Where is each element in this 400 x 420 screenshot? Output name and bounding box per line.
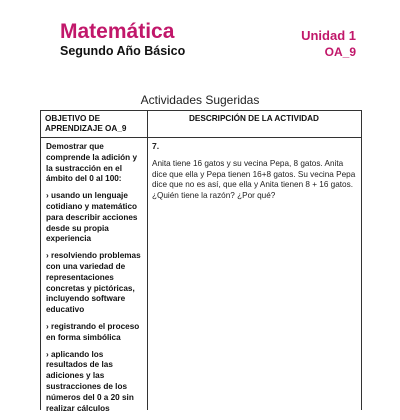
column-divider bbox=[147, 111, 148, 410]
section-title: Actividades Sugeridas bbox=[140, 93, 260, 107]
activities-table bbox=[40, 110, 362, 413]
unit-label: Unidad 1 bbox=[301, 28, 356, 43]
objective-paragraph: Demostrar que comprende la adición y la sustracción en el ámbito del 0 al 100: bbox=[46, 142, 137, 184]
objective-column-header: OBJETIVO DE APRENDIZAJE OA_9 bbox=[45, 114, 127, 133]
subject-title: Matemática bbox=[60, 20, 175, 43]
activity-text: Anita tiene 16 gatos y su vecina Pepa, 8 gatos. Anita dice que ella y Pepa tienen 16+8 gatos. Su vecina Pepa dice que no es así, que ella y Anita tienen 8 + 16 gatos. ¿Quién tiene la razón? ¿Por qué? bbox=[152, 159, 356, 200]
activity-number: 7. bbox=[152, 141, 160, 151]
objective-paragraph: › aplicando los resultados de las adiciones y las sustracciones de los números del 0 a 20 sin realizar cálculos bbox=[46, 349, 134, 413]
objective-cell bbox=[46, 142, 144, 420]
oa-code: OA_9 bbox=[324, 45, 356, 59]
activity-column-header: DESCRIPCIÓN DE LA ACTIVIDAD bbox=[189, 114, 319, 123]
objective-paragraph: › registrando el proceso en forma simbólica bbox=[46, 321, 140, 342]
header-divider bbox=[41, 137, 361, 138]
grade-level: Segundo Año Básico bbox=[60, 44, 186, 58]
activity-cell bbox=[152, 141, 358, 201]
objective-paragraph: › resolviendo problemas con una variedad de representaciones concretas y pictóricas, incluyendo software educativo bbox=[46, 251, 141, 315]
objective-paragraph: › usando un lenguaje cotidiano y matemático para describir acciones desde su propia experiencia bbox=[46, 191, 138, 244]
